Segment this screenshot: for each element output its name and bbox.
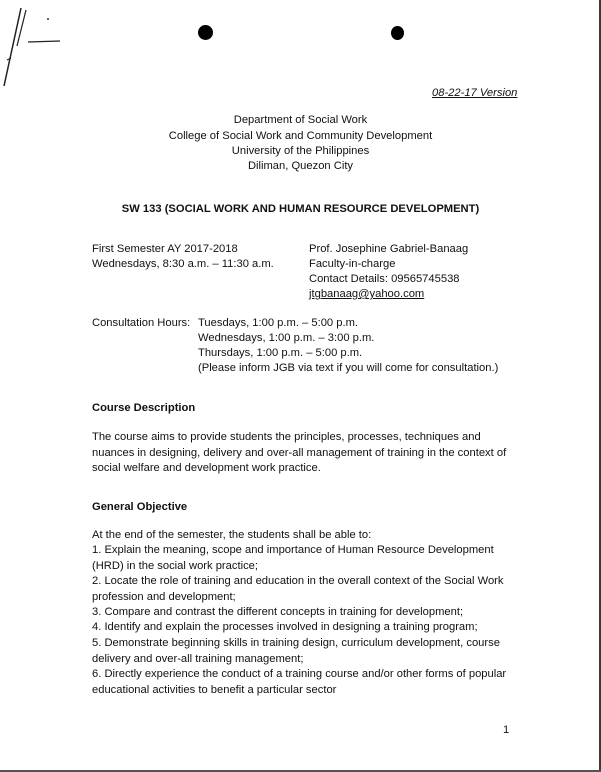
department-name: Department of Social Work [233, 114, 368, 126]
objective-item: 5. Demonstrate beginning skills in training design, curriculum development, course delivery and over-all training management; [92, 637, 500, 665]
consultation-line: Wednesdays, 1:00 p.m. – 3:00 p.m. [198, 332, 375, 344]
college-name: College of Social Work and Community Development [168, 130, 433, 142]
course-title: SW 133 (SOCIAL WORK AND HUMAN RESOURCE DEVELOPMENT) [121, 203, 480, 215]
course-description-heading: Course Description [92, 402, 196, 414]
objective-item: 4. Identify and explain the processes involved in designing a training program; [92, 621, 478, 633]
punch-hole-right [391, 26, 404, 40]
objective-item: 2. Locate the role of training and education in the overall context of the Social Work profession and development; [92, 575, 504, 603]
campus-location: Diliman, Quezon City [247, 160, 354, 172]
pen-mark-scribble [0, 0, 90, 100]
course-description-text: The course aims to provide students the principles, processes, techniques and nuances in designing, delivery and over-all management of training in the context of social welfare and development work practice. [92, 431, 507, 475]
email-link[interactable]: jtgbanaag@yahoo.com [309, 288, 425, 300]
instructor-role: Faculty-in-charge [309, 258, 396, 270]
instructor-name: Prof. Josephine Gabriel-Banaag [309, 243, 469, 255]
semester: First Semester AY 2017-2018 [92, 243, 238, 255]
objective-item: 1. Explain the meaning, scope and importance of Human Resource Development (HRD) in the social work practice; [92, 544, 494, 572]
general-objective-heading: General Objective [92, 501, 188, 513]
punch-hole-left [198, 25, 213, 40]
consultation-note: (Please inform JGB via text if you will come for consultation.) [198, 362, 499, 374]
consultation-line: Tuesdays, 1:00 p.m. – 5:00 p.m. [198, 317, 359, 329]
objective-item: 3. Compare and contrast the different concepts in training for development; [92, 606, 464, 618]
university-name: University of the Philippines [231, 145, 370, 157]
class-schedule: Wednesdays, 8:30 a.m. – 11:30 a.m. [92, 258, 274, 270]
objective-intro: At the end of the semester, the students shall be able to: [92, 529, 372, 541]
version-label: 08-22-17 Version [432, 87, 518, 99]
page-number: 1 [503, 724, 510, 736]
objective-item: 6. Directly experience the conduct of a training course and/or other forms of popular educational activities to benefit a particular sector [92, 668, 507, 696]
consultation-label: Consultation Hours: [92, 317, 191, 329]
contact-details: Contact Details: 09565745538 [309, 273, 460, 285]
consultation-line: Thursdays, 1:00 p.m. – 5:00 p.m. [198, 347, 363, 359]
